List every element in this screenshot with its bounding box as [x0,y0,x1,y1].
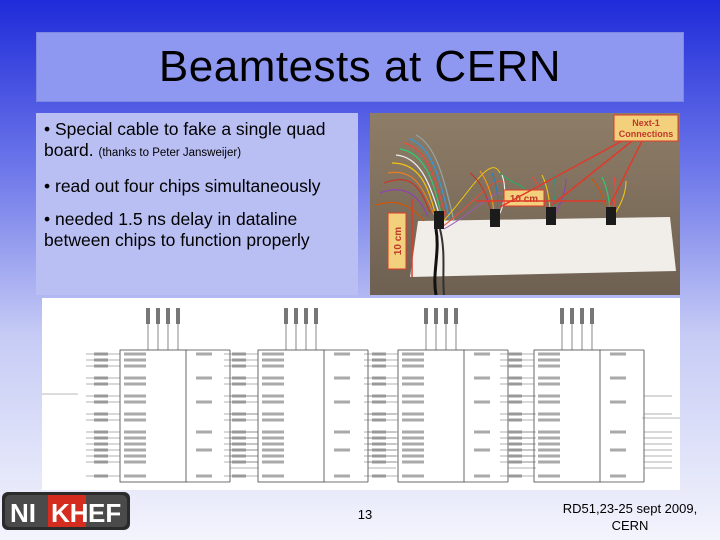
bullet-text: • read out four chips simultaneously [44,176,321,196]
slide-title-box [36,32,684,102]
bullet-item [44,119,350,164]
logo-letters: KH [51,498,89,528]
footer-event-line-1: RD51,23-25 sept 2009, [562,501,698,516]
vertical-dim-label: 10 cm [393,226,404,256]
connector [546,207,556,225]
bullet-item [44,176,350,197]
footer-event [560,500,700,534]
connector [490,209,500,227]
bullet-text: • Special cable to fake a single quad board. [44,119,326,160]
bullet-item [44,209,350,251]
bullet-list [36,113,358,295]
callout-line-2: Connections [618,129,674,139]
cable-photo-drawing [370,113,680,295]
horizontal-dim-label: 10 cm [509,194,539,205]
schematic-diagram [42,298,680,490]
bullet-text: • needed 1.5 ns delay in dataline between chips to function properly [44,209,310,250]
bullet-note: (thanks to Peter Jansweijer) [98,147,242,159]
page-number: 13 [357,507,373,522]
nikhef-logo-mark [2,486,132,534]
logo-letters: NI [10,498,36,528]
callout-line-1: Next-1 [632,118,660,128]
nikhef-logo [2,486,132,534]
connector [434,211,444,229]
cable-photo [370,113,680,295]
footer-event-line-2: CERN [611,518,649,533]
logo-letters: EF [88,498,122,528]
schematic-drawing [42,298,680,490]
connector [606,207,616,225]
slide-title: Beamtests at CERN [158,42,562,91]
